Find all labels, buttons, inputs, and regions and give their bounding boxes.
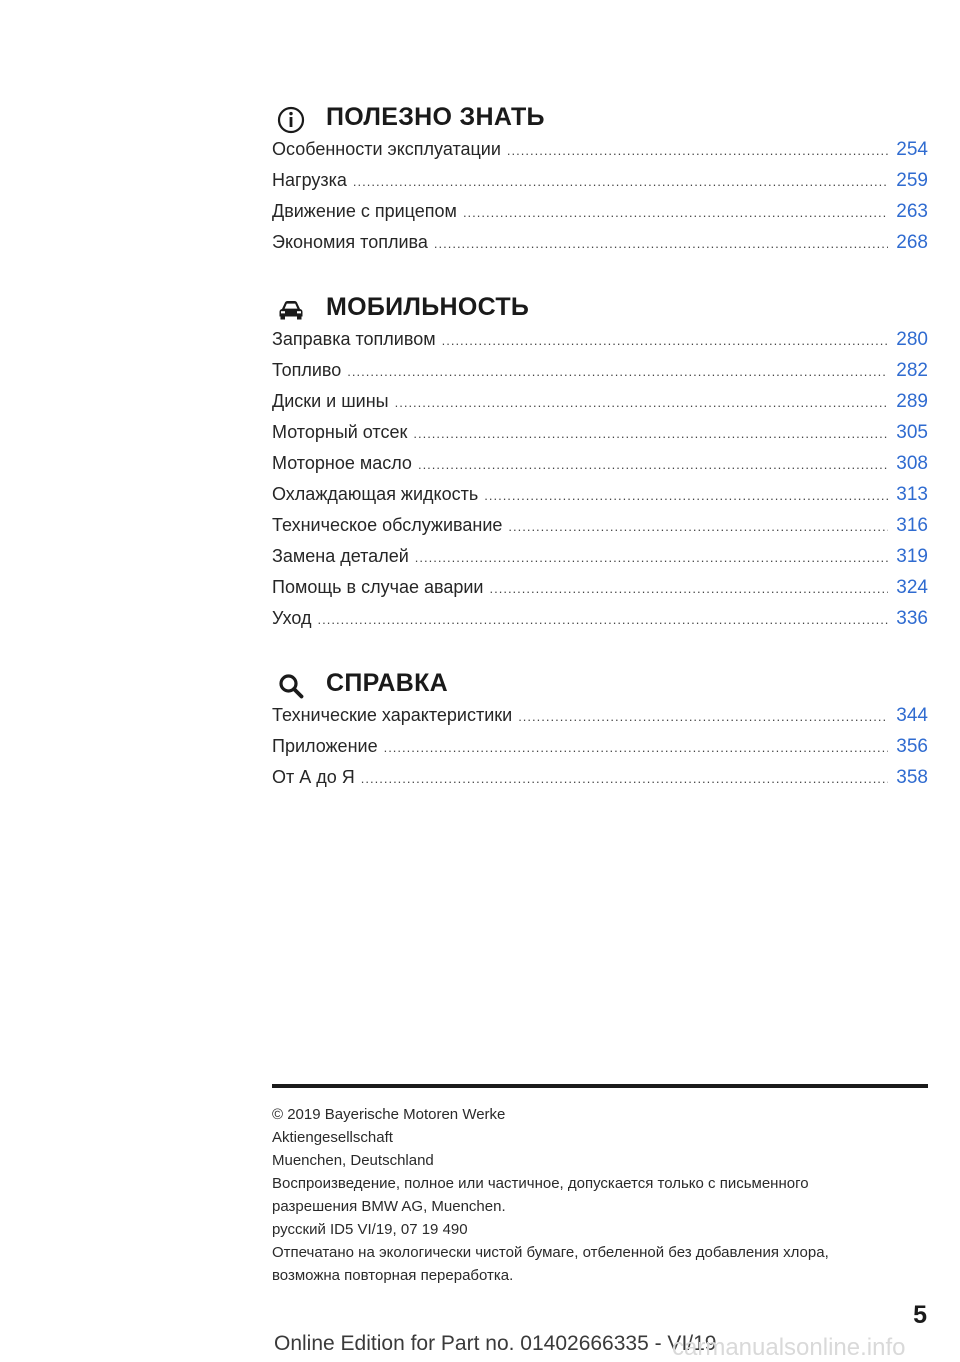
toc-leader-dots [484,488,888,503]
toc-page-link[interactable]: 289 [896,391,928,412]
toc-entry-label: Нагрузка [272,170,347,190]
footer-divider [272,1084,928,1088]
search-icon [276,671,306,701]
toc-entry-label: Моторное масло [272,453,412,473]
toc-entry-label: Замена деталей [272,546,409,566]
toc-entry-label: Приложение [272,736,378,756]
toc-page-link[interactable]: 316 [896,515,928,536]
toc-entry[interactable] [272,515,928,546]
toc-page-link[interactable]: 336 [896,608,928,629]
toc-entry[interactable] [272,608,928,639]
toc-leader-dots [508,519,888,534]
toc-leader-dots [318,612,889,627]
watermark: carmanualsonline.info [672,1334,906,1361]
toc-entry[interactable] [272,329,928,360]
page-number: 5 [913,1301,927,1329]
toc-leader-dots [361,771,889,786]
toc-entry[interactable] [272,360,928,391]
toc-leader-dots [518,709,888,724]
toc-leader-dots [507,143,888,158]
imprint-line: Отпечатано на экологически чистой бумаге, отбеленной без добавления хлора, [272,1244,829,1261]
section-title: ПОЛЕЗНО ЗНАТЬ [326,103,545,131]
toc-entry[interactable] [272,577,928,608]
toc-entry-label: Экономия топлива [272,232,428,252]
toc-entry[interactable] [272,767,928,798]
toc-entry-label: Техническое обслуживание [272,515,503,535]
toc-entry[interactable] [272,546,928,577]
section-header [272,289,928,329]
toc-page-link[interactable]: 282 [896,360,928,381]
toc-page-link[interactable]: 319 [896,546,928,567]
toc-page-link[interactable]: 280 [896,329,928,350]
toc-section-mobility [272,289,928,639]
toc-page-link[interactable]: 324 [896,577,928,598]
toc-leader-dots [395,395,889,410]
imprint-line: Aktiengesellschaft [272,1129,393,1146]
toc-entry[interactable] [272,484,928,515]
section-title: МОБИЛЬНОСТЬ [326,293,530,321]
toc-entry[interactable] [272,139,928,170]
toc-entry[interactable] [272,705,928,736]
toc-page-link[interactable]: 356 [896,736,928,757]
toc-leader-dots [434,236,888,251]
toc-leader-dots [442,333,889,348]
toc-page-link[interactable]: 259 [896,170,928,191]
toc-page-link[interactable]: 313 [896,484,928,505]
toc-leader-dots [384,740,889,755]
toc-leader-dots [418,457,888,472]
toc-entry[interactable] [272,422,928,453]
toc-entry-label: Уход [272,608,312,628]
toc-page-link[interactable]: 305 [896,422,928,443]
toc-entry[interactable] [272,232,928,263]
toc-entry-label: Заправка топливом [272,329,436,349]
toc-leader-dots [347,364,888,379]
section-header [272,665,928,705]
toc-entry[interactable] [272,201,928,232]
imprint-block [272,1103,928,1287]
imprint-line: русский ID5 VI/19, 07 19 490 [272,1221,468,1238]
toc-page-link[interactable]: 254 [896,139,928,160]
toc-entry-label: От А до Я [272,767,355,787]
toc-page-link[interactable]: 268 [896,232,928,253]
info-icon [276,105,306,135]
toc-entry[interactable] [272,391,928,422]
toc-entry-label: Охлаждающая жидкость [272,484,479,504]
toc-entry[interactable] [272,170,928,201]
car-icon [276,295,306,325]
toc-leader-dots [415,550,889,565]
toc-page-link[interactable]: 308 [896,453,928,474]
toc-entry-label: Особенности эксплуатации [272,139,501,159]
toc-section-useful-info [272,99,928,263]
toc-entry-label: Технические характеристики [272,705,513,725]
edition-label: Online Edition for Part no. 01402666335 - VI/19 [274,1332,717,1355]
toc-entry[interactable] [272,453,928,484]
toc-entry-label: Помощь в случае аварии [272,577,484,597]
toc-page-link[interactable]: 358 [896,767,928,788]
toc-leader-dots [353,174,888,189]
imprint-line: разрешения BMW AG, Muenchen. [272,1198,506,1215]
imprint-line: возможна повторная переработка. [272,1267,514,1284]
imprint-line: Воспроизведение, полное или частичное, допускается только с письменного [272,1175,809,1192]
toc-entry-label: Топливо [272,360,342,380]
imprint-line: © 2019 Bayerische Motoren Werke [272,1106,506,1123]
toc-leader-dots [490,581,889,596]
section-header [272,99,928,139]
toc-section-reference [272,665,928,798]
toc-leader-dots [463,205,888,220]
toc-entry-label: Диски и шины [272,391,389,411]
toc-entry-label: Моторный отсек [272,422,408,442]
toc-page-link[interactable]: 263 [896,201,928,222]
section-title: СПРАВКА [326,669,449,697]
imprint-line: Muenchen, Deutschland [272,1152,434,1169]
toc-entry-label: Движение с прицепом [272,201,457,221]
toc-page-link[interactable]: 344 [896,705,928,726]
toc-leader-dots [413,426,888,441]
toc-entry[interactable] [272,736,928,767]
